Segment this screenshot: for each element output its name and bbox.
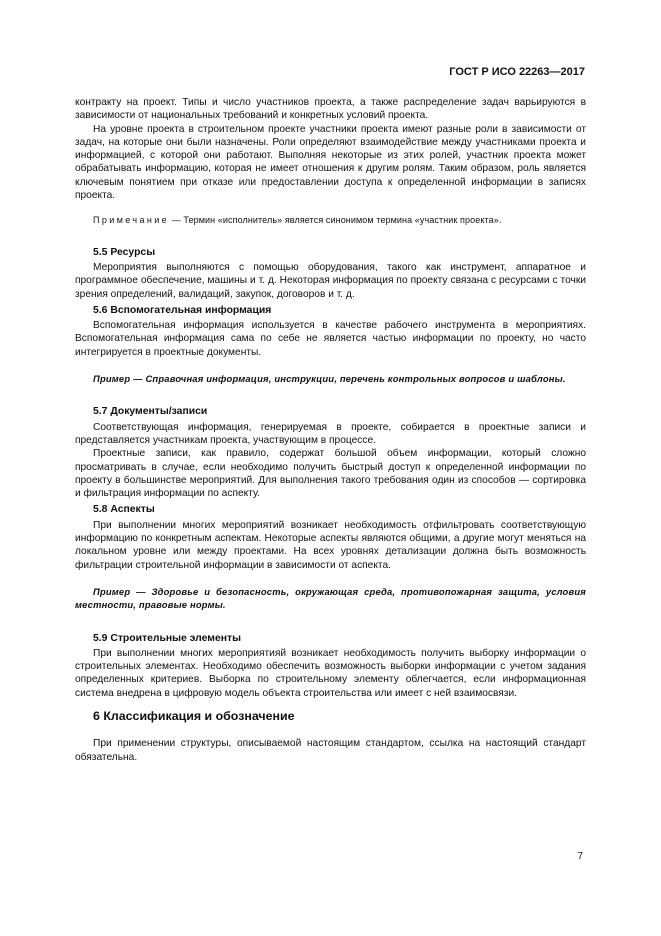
example: Пример — Справочная информация, инструкции, перечень контрольных вопросов и шаблоны. (93, 373, 566, 385)
paragraph: При применении структуры, описываемой настоящим стандартом, ссылка на настоящий стандарт обязательна. (75, 738, 586, 763)
paragraph: контракту на проект. Типы и число участников проекта, а также распределение задач варьируются в зависимости от национальных требований и конкретных условий проекта. (75, 97, 586, 122)
example: Пример — Здоровье и безопасность, окружающая среда, противопожарная защита, условия местности, правовые нормы. (75, 585, 586, 611)
note (75, 214, 586, 227)
chapter-heading: 6 Классификация и обозначение (93, 708, 295, 723)
paragraph: При выполнении многих мероприятий возникает необходимость отфильтровать соответствующую информацию по конкретным аспектам. Некоторые аспекты являются общими, а другие могут меняться на локальном уровне или между проектами. На всех уровнях детализации должна быть возможность фильтрации строительной информации в зависимости от аспекта. (75, 519, 586, 571)
section-heading: 5.6 Вспомогательная информация (93, 304, 272, 316)
paragraph: Соответствующая информация, генерируемая в проекте, собирается в проектные записи и представляется участникам проекта, участвующим в процессе. (75, 421, 586, 446)
page-content (75, 96, 586, 764)
section-heading: 5.9 Строительные элементы (93, 632, 241, 644)
paragraph: Проектные записи, как правило, содержат большой объем информации, который сложно просматривать в случае, если необходимо получить быстрый доступ к определенной информации по проекту в большинстве мероприятий. Для выполнения такого требования один из способов — сортировка и фильтрация информации по аспекту. (75, 448, 586, 500)
paragraph: Мероприятия выполняются с помощью оборудования, такого как инструмент, аппаратное и программное обеспечение, машины и т. д. Некоторая информация по проекту связана с ресурсами с точки зрения определений, валидаций, закупок, договоров и т. д. (75, 261, 586, 300)
paragraph: При выполнении многих мероприятияй возникает необходимость получить выборку информации о строительных элементах. Необходимо обеспечить возможность выборки информации с учетом задания определенных критериев. Выборка по строительному элементу облегчается, если информационная система внедрена в цифровую модель объекта строительства или имеет с ней взаимосвязи. (75, 647, 586, 699)
note-label: Примечание (93, 215, 170, 226)
section-heading: 5.8 Аспекты (93, 504, 155, 516)
paragraph: На уровне проекта в строительном проекте участники проекта имеют разные роли в зависимости от задач, на которые они были назначены. Роли определяют взаимодействие между участниками проекта и информацией, с которой они работают. Выполняя некоторые из этих ролей, участник проекта может обрабатывать информацию, которая не имеет отношения к другим ролям. Таким образом, роль является ключевым понятием при отказе или предоставлении доступа к определенной информации в записях проекта. (75, 123, 586, 202)
section-heading: 5.7 Документы/записи (93, 406, 208, 418)
section-heading: 5.5 Ресурсы (93, 246, 156, 258)
document-code-header: ГОСТ Р ИСО 22263—2017 (449, 66, 585, 78)
paragraph: Вспомогательная информация используется в качестве рабочего инструмента в мероприятиях. Вспомогательная информация сама по себе не является частью информации по проекту, но часто интегрируется в проектные документы. (75, 320, 586, 358)
note-text: — Термин «исполнитель» является синонимом термина «участник проекта». (169, 215, 502, 226)
page-number: 7 (577, 851, 583, 862)
